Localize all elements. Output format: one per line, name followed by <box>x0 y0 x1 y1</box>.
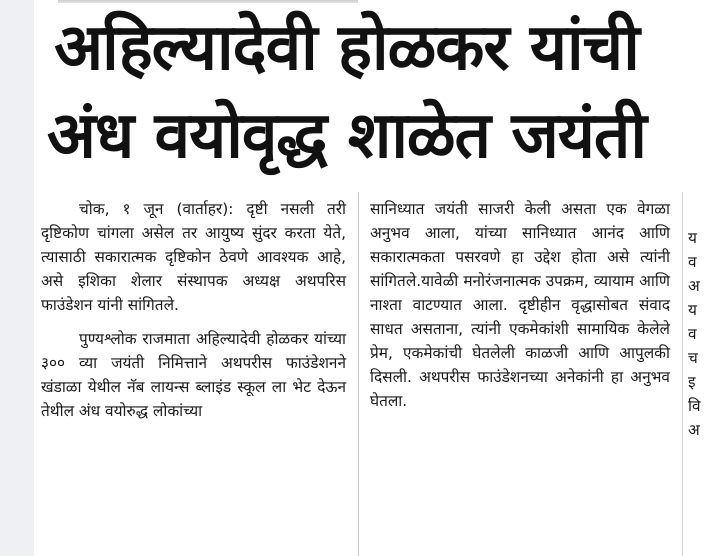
article-column-2 <box>370 197 670 413</box>
clipped-previous-text <box>58 0 358 3</box>
paragraph-2: पुण्यश्लोक राजमाता अहिल्यादेवी होळकर यांच्या ३०० व्या जयंती निमित्ताने अथपरीस फाउंडेशनने खंडाळा येथील नॅब लायन्स ब्लाइंड स्कूल ला भेट देऊन तेथील अंध वयोरुद्ध लोकांच्या <box>41 330 346 420</box>
clipped-fragment: व <box>688 253 697 271</box>
page-left-margin <box>0 0 34 556</box>
clipped-fragment: इ <box>688 373 696 391</box>
clipped-fragment: व <box>688 325 697 343</box>
column-divider-right <box>682 192 683 556</box>
clipped-fragment: वि <box>688 397 701 415</box>
clipped-fragment: च <box>688 349 698 367</box>
clipped-fragment: य <box>688 229 697 247</box>
headline-line-2: अंध वयोवृद्ध शाळेत जयंती <box>47 99 646 173</box>
paragraph-3: सानिध्यात जयंती साजरी केली असता एक वेगळा अनुभव आला, यांच्या सानिध्यात आनंद आणि सकारात्मकता पसरवणे हा उद्देश होता असे त्यांनी सांगितले.यावेळी मनोरंजनात्मक उपक्रम, व्यायाम आणि नाश्ता वाटण्यात आला. दृष्टीहीन वृद्धासोबत संवाद साधत असताना, त्यांनी एकमेकांशी सामायिक केलेले प्रेम, एकमेकांची घेतलेली काळजी आणि आपुलकी दिसली. अथपरीस फाउंडेशनच्या अनेकांनी हा अनुभव घेतला. <box>370 200 670 410</box>
article-column-1 <box>41 197 346 423</box>
clipped-fragment: अ <box>688 421 700 439</box>
column-divider <box>358 192 359 556</box>
clipped-fragment: अ <box>688 277 700 295</box>
clipped-fragment: य <box>688 301 697 319</box>
headline-line-1: अहिल्यादेवी होळकर यांची <box>54 11 639 85</box>
clipped-next-column <box>688 226 718 442</box>
paragraph-1: चोक, १ जून (वार्ताहर): दृष्टी नसली तरी दृष्टिकोण चांगला असेल तर आयुष्य सुंदर करता येते, त्यासाठी सकारात्मक दृष्टिकोन ठेवणे आवश्यक आहे, असे इशिका शेलार संस्थापक अध्यक्ष अथपरिस फाउंडेशन यांनी सांगितले. <box>41 200 346 314</box>
